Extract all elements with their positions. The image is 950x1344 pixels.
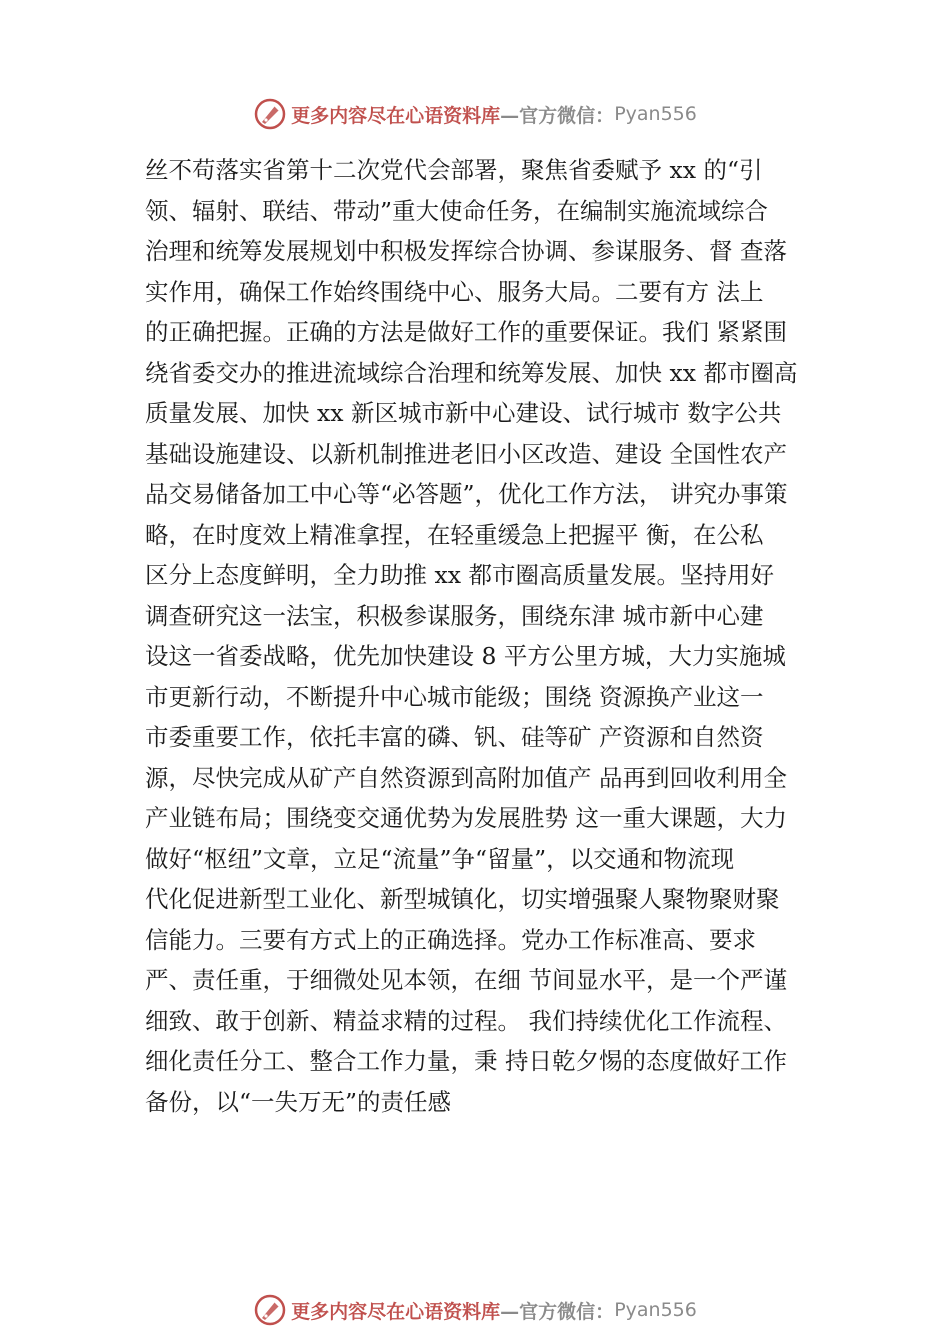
header-banner (0, 94, 950, 134)
body-line: 基础设施建设、以新机制推进老旧小区改造、建设 全国性农产 (145, 439, 787, 468)
body-line: 做好“枢纽”文章，立足“流量”争“留量”，以交通和物流现 (145, 844, 735, 873)
body-line: 质量发展、加快 xx 新区城市新中心建设、试行城市 数字公共 (145, 399, 782, 427)
body-line: 源，尽快完成从矿产自然资源到高附加值产 品再到回收利用全 (145, 763, 787, 792)
body-line: 实作用，确保工作始终围绕中心、服务大局。二要有方 法上 (145, 277, 764, 306)
body-line: 调查研究这一法宝，积极参谋服务，围绕东津 城市新中心建 (145, 601, 764, 630)
body-line: 丝不苟落实省第十二次党代会部署，聚焦省委赋予 xx 的“引 (145, 156, 763, 184)
body-line: 品交易储备加工中心等“必答题”，优化工作方法， 讲究办事策 (145, 480, 788, 508)
body-line: 略，在时度效上精准拿捏，在轻重缓急上把握平 衡，在公私 (145, 520, 764, 549)
pen-nib-logo-icon (253, 97, 287, 131)
body-line: 细致、敢于创新、精益求精的过程。 我们持续优化工作流程、 (145, 1006, 787, 1035)
body-line: 区分上态度鲜明，全力助推 xx 都市圈高质量发展。坚持用好 (145, 561, 774, 589)
body-line: 领、辐射、联结、带动”重大使命任务，在编制实施流域综合 (145, 196, 769, 225)
body-line: 市更新行动，不断提升中心城市能级；围绕 资源换产业这一 (145, 682, 764, 711)
document-body (145, 150, 845, 1122)
banner-title: 更多内容尽在心语资料库 (291, 1300, 501, 1323)
footer-banner (0, 1290, 950, 1330)
wechat-id: Pyan556 (614, 103, 697, 125)
pen-nib-logo-icon (253, 1293, 287, 1327)
body-line: 治理和统筹发展规划中积极发挥综合协调、参谋服务、督 查落 (145, 237, 787, 265)
body-line: 备份，以“一失万无”的责任感 (145, 1087, 452, 1116)
banner-subtitle: —官方微信： (500, 1300, 615, 1323)
body-line: 细化责任分工、整合工作力量，秉 持日乾夕惕的态度做好工作 (145, 1047, 787, 1075)
banner-subtitle: —官方微信： (500, 104, 615, 127)
wechat-id: Pyan556 (614, 1299, 697, 1321)
body-line: 信能力。三要有方式上的正确选择。党办工作标准高、要求 (145, 925, 756, 954)
body-line: 代化促进新型工业化、新型城镇化，切实增强聚人聚物聚财聚 (145, 885, 780, 913)
body-line: 的正确把握。正确的方法是做好工作的重要保证。我们 紧紧围 (145, 318, 787, 346)
body-line: 严、责任重，于细微处见本领，在细 节间显水平，是一个严谨 (145, 966, 787, 994)
body-line: 市委重要工作，依托丰富的磷、钒、硅等矿 产资源和自然资 (145, 723, 764, 751)
body-line: 绕省委交办的推进流域综合治理和统筹发展、加快 xx 都市圈高 (145, 358, 798, 387)
body-line: 设这一省委战略，优先加快建设 8 平方公里方城，大力实施城 (145, 642, 786, 670)
body-line: 产业链布局；围绕变交通优势为发展胜势 这一重大课题，大力 (145, 804, 787, 832)
banner-title: 更多内容尽在心语资料库 (291, 104, 501, 127)
